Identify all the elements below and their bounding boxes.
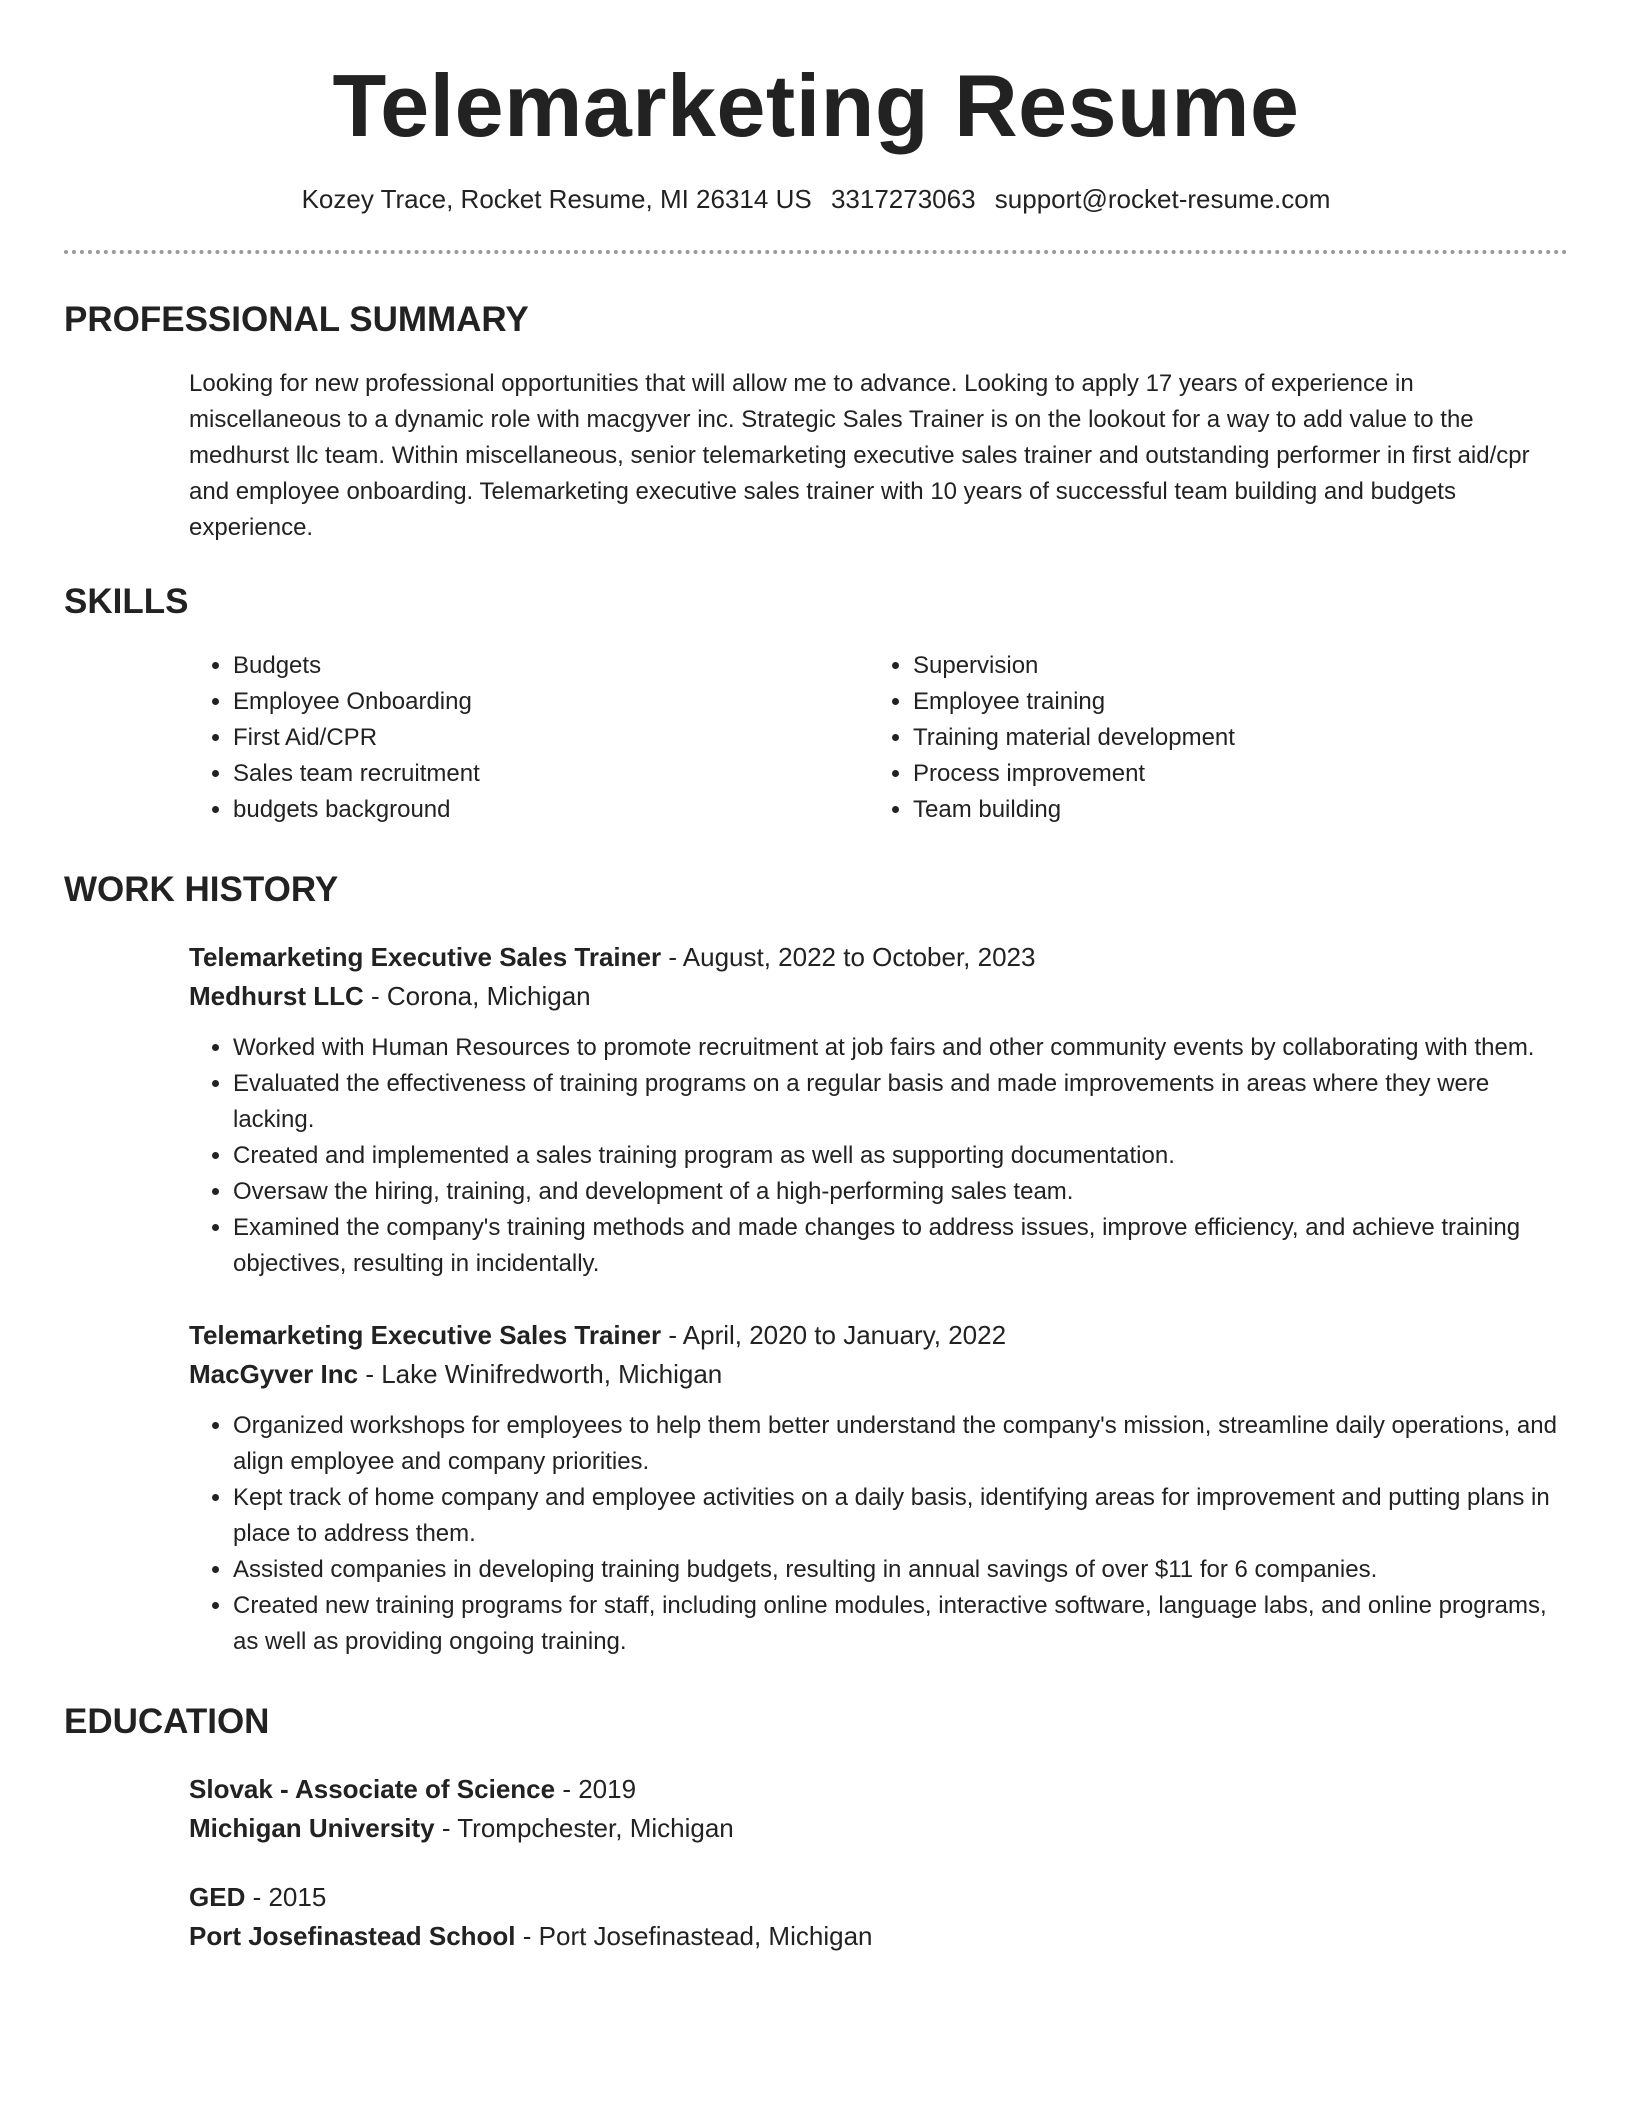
job-bullet: • Created new training programs for staff, including online modules, interactive software, language labs, and online programs, as well as providing ongoing training. — [233, 1588, 1568, 1660]
job-title-line — [189, 938, 1568, 977]
header-divider — [64, 250, 1568, 254]
education-school-line — [189, 1809, 1568, 1848]
contact-address: Kozey Trace, Rocket Resume, MI 26314 US — [301, 184, 812, 214]
skill-item: • Process improvement — [913, 756, 1235, 792]
job-bullet: • Created and implemented a sales training program as well as supporting documentation. — [233, 1138, 1568, 1174]
job-company-line — [189, 977, 1568, 1016]
job-bullets — [189, 1408, 1568, 1660]
education-degree-line — [189, 1878, 1568, 1917]
work-history-heading: WORK HISTORY — [64, 870, 339, 909]
job-location: - Lake Winifredworth, Michigan — [358, 1359, 723, 1389]
skills-heading: SKILLS — [64, 582, 189, 621]
education-degree: Slovak - Associate of Science — [189, 1774, 556, 1804]
education-school-line — [189, 1917, 1568, 1956]
skill-item: • Budgets — [233, 648, 869, 684]
education-degree-line — [189, 1770, 1568, 1809]
skill-item: • budgets background — [233, 792, 869, 828]
education-year: - 2019 — [555, 1774, 637, 1804]
job-bullet: • Evaluated the effectiveness of training programs on a regular basis and made improvements in areas where they were lacking. — [233, 1066, 1568, 1138]
education-heading: EDUCATION — [64, 1702, 270, 1741]
education-section — [64, 1700, 1568, 1956]
education-year: - 2015 — [245, 1882, 327, 1912]
education-entry — [189, 1770, 1568, 1848]
skills-left-list — [189, 648, 869, 828]
skills-grid — [189, 648, 1568, 828]
education-school: Michigan University — [189, 1813, 435, 1843]
job-location: - Corona, Michigan — [363, 981, 591, 1011]
skills-right-list — [869, 648, 1235, 828]
job-bullets — [189, 1030, 1568, 1282]
job-title: Telemarketing Executive Sales Trainer — [189, 1320, 662, 1350]
contact-email: support@rocket-resume.com — [994, 184, 1331, 214]
job-bullet: • Examined the company's training methods and made changes to address issues, improve efficiency, and achieve training objectives, resulting in incidentally. — [233, 1210, 1568, 1282]
skills-section — [64, 580, 1568, 828]
job-entry — [189, 1316, 1568, 1660]
contact-line — [64, 182, 1568, 216]
resume-title: Telemarketing Resume — [332, 56, 1300, 155]
job-title: Telemarketing Executive Sales Trainer — [189, 942, 662, 972]
summary-text: Looking for new professional opportunities that will allow me to advance. Looking to apply 17 years of experience in miscellaneous to a dynamic role with macgyver inc. Strategic Sales Trainer is on the lookout for a way to add value to the medhurst llc team. Within miscellaneous, senior telemarketing executive sales trainer and outstanding performer in first aid/cpr and employee onboarding. Telemarketing executive sales trainer with 10 years of successful team building and budgets experience. — [189, 370, 1530, 541]
summary-heading: PROFESSIONAL SUMMARY — [64, 300, 529, 339]
job-dates: - April, 2020 to January, 2022 — [661, 1320, 1007, 1350]
job-dates: - August, 2022 to October, 2023 — [661, 942, 1036, 972]
skill-item: • Team building — [913, 792, 1235, 828]
skill-item: • Supervision — [913, 648, 1235, 684]
skill-item: • First Aid/CPR — [233, 720, 869, 756]
work-history-section — [64, 868, 1568, 1660]
job-bullet: • Assisted companies in developing training budgets, resulting in annual savings of over $11 for 6 companies. — [233, 1552, 1568, 1588]
job-bullet: • Worked with Human Resources to promote recruitment at job fairs and other community events by collaborating with them. — [233, 1030, 1568, 1066]
job-bullet: • Kept track of home company and employee activities on a daily basis, identifying areas for improvement and putting plans in place to address them. — [233, 1480, 1568, 1552]
skill-item: • Sales team recruitment — [233, 756, 869, 792]
job-company: Medhurst LLC — [189, 981, 364, 1011]
skill-item: • Employee Onboarding — [233, 684, 869, 720]
job-entry — [189, 938, 1568, 1282]
job-company: MacGyver Inc — [189, 1359, 359, 1389]
summary-section — [64, 298, 1568, 546]
education-location: - Trompchester, Michigan — [434, 1813, 734, 1843]
education-location: - Port Josefinastead, Michigan — [515, 1921, 873, 1951]
skill-item: • Training material development — [913, 720, 1235, 756]
job-title-line — [189, 1316, 1568, 1355]
job-bullet: • Oversaw the hiring, training, and development of a high-performing sales team. — [233, 1174, 1568, 1210]
education-entry — [189, 1878, 1568, 1956]
skill-item: • Employee training — [913, 684, 1235, 720]
education-school: Port Josefinastead School — [189, 1921, 516, 1951]
job-bullet: • Organized workshops for employees to help them better understand the company's mission, streamline daily operations, and align employee and company priorities. — [233, 1408, 1568, 1480]
contact-phone: 3317273063 — [830, 184, 976, 214]
education-degree: GED — [189, 1882, 246, 1912]
job-company-line — [189, 1355, 1568, 1394]
